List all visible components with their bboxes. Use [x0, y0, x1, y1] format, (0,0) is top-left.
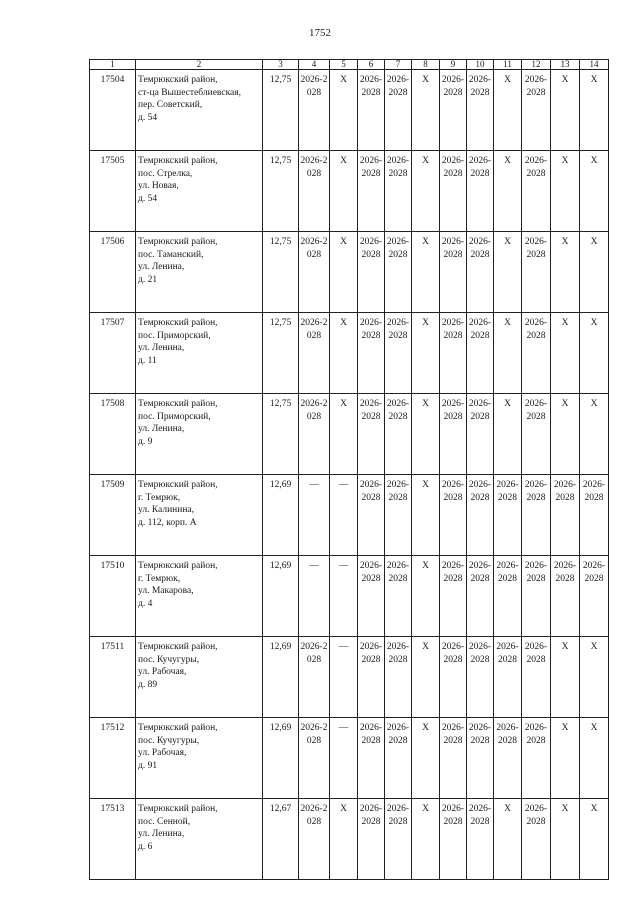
address-cell [136, 313, 263, 394]
schedule-cell: X [412, 313, 440, 394]
address-line: ул. Рабочая, [138, 748, 187, 758]
schedule-cell: 2026-2028 [440, 799, 467, 880]
column-header: 6 [358, 60, 385, 70]
schedule-cell: 2026-2028 [467, 799, 494, 880]
area-value: 12,69 [263, 556, 299, 637]
row-number: 17508 [90, 394, 136, 475]
schedule-cell: X [330, 70, 358, 151]
address-line: д. 112, корп. А [138, 517, 197, 528]
schedule-cell: 2026-2028 [385, 475, 412, 556]
schedule-cell: X [551, 313, 580, 394]
area-value: 12,69 [263, 475, 299, 556]
schedule-cell: 2026-2028 [358, 313, 385, 394]
schedule-cell: X [551, 151, 580, 232]
table-body [90, 60, 609, 880]
address-line: пос. Приморский, [138, 330, 211, 341]
column-header: 11 [494, 60, 522, 70]
schedule-cell: X [494, 394, 522, 475]
schedule-cell: 2026-2028 [358, 151, 385, 232]
address-line: ул. Рабочая, [138, 667, 187, 677]
address-line: ул. Ленина, [138, 262, 185, 272]
schedule-cell: X [551, 637, 580, 718]
schedule-cell: 2026-2028 [467, 313, 494, 394]
schedule-cell: 2026-2028 [522, 313, 551, 394]
table-row [90, 151, 609, 232]
schedule-cell: 2026-2028 [385, 394, 412, 475]
schedule-cell: 2026-2028 [467, 151, 494, 232]
column-header: 8 [412, 60, 440, 70]
row-number: 17509 [90, 475, 136, 556]
column-header: 1 [90, 60, 136, 70]
schedule-cell: X [412, 151, 440, 232]
schedule-cell: 2026-2028 [494, 556, 522, 637]
address-line: пос. Стрелка, [138, 168, 193, 179]
table-row [90, 718, 609, 799]
table-row [90, 70, 609, 151]
schedule-cell: X [330, 799, 358, 880]
schedule-cell: 2026-2028 [385, 637, 412, 718]
address-cell [136, 232, 263, 313]
schedule-cell: 2026-2028 [467, 637, 494, 718]
address-line: ул. Ленина, [138, 343, 185, 353]
schedule-cell: 2026-2028 [440, 394, 467, 475]
schedule-cell: 2026-2028 [440, 556, 467, 637]
schedule-cell: — [330, 718, 358, 799]
column-header: 5 [330, 60, 358, 70]
address-line: д. 89 [138, 679, 158, 690]
schedule-cell: 2026-2028 [580, 556, 609, 637]
row-number: 17511 [90, 637, 136, 718]
address-line: Темрюкский район, [138, 237, 218, 247]
address-line: д. 4 [138, 598, 153, 609]
schedule-cell: X [580, 394, 609, 475]
table-row [90, 313, 609, 394]
column-header: 10 [467, 60, 494, 70]
header-row [90, 60, 609, 70]
schedule-cell: 2026-2028 [467, 232, 494, 313]
address-line: ул. Ленина, [138, 829, 185, 839]
row-number: 17512 [90, 718, 136, 799]
address-line: пос. Кучугуры, [138, 735, 200, 746]
schedule-cell: 2026-2028 [494, 637, 522, 718]
schedule-cell: 2026-2028 [522, 799, 551, 880]
address-line: ст-ца Вышестеблиевская, [138, 87, 241, 98]
address-cell [136, 556, 263, 637]
schedule-cell: X [412, 799, 440, 880]
register-table [89, 59, 609, 880]
schedule-cell: 2026-2028 [358, 70, 385, 151]
area-value: 12,67 [263, 799, 299, 880]
schedule-cell: 2026-2028 [440, 70, 467, 151]
schedule-cell: 2026-2028 [385, 232, 412, 313]
schedule-cell: 2026-2028 [551, 556, 580, 637]
schedule-cell: 2026-2028 [522, 232, 551, 313]
schedule-cell: X [580, 313, 609, 394]
address-line: Темрюкский район, [138, 480, 218, 490]
schedule-cell: 2026-2028 [299, 637, 330, 718]
schedule-cell: X [551, 70, 580, 151]
schedule-cell: 2026-2028 [494, 475, 522, 556]
schedule-cell: 2026-2028 [522, 70, 551, 151]
schedule-cell: X [551, 799, 580, 880]
schedule-cell: 2026-2028 [299, 394, 330, 475]
table-row [90, 232, 609, 313]
column-header: 2 [136, 60, 263, 70]
address-cell [136, 718, 263, 799]
schedule-cell: X [494, 151, 522, 232]
schedule-cell: X [330, 313, 358, 394]
column-header: 13 [551, 60, 580, 70]
schedule-cell: X [580, 637, 609, 718]
schedule-cell: X [494, 799, 522, 880]
schedule-cell: 2026-2028 [385, 313, 412, 394]
schedule-cell: 2026-2028 [385, 70, 412, 151]
schedule-cell: X [494, 313, 522, 394]
address-line: г. Темрюк, [138, 492, 181, 503]
schedule-cell: — [330, 556, 358, 637]
address-line: Темрюкский район, [138, 642, 218, 652]
schedule-cell: 2026-2028 [522, 151, 551, 232]
schedule-cell: — [330, 475, 358, 556]
table-row [90, 394, 609, 475]
area-value: 12,75 [263, 313, 299, 394]
schedule-cell: X [330, 151, 358, 232]
schedule-cell: — [330, 637, 358, 718]
schedule-cell: 2026-2028 [467, 475, 494, 556]
schedule-cell: 2026-2028 [299, 151, 330, 232]
address-line: Темрюкский район, [138, 318, 218, 328]
schedule-cell: 2026-2028 [580, 475, 609, 556]
schedule-cell: X [412, 394, 440, 475]
schedule-cell: 2026-2028 [440, 313, 467, 394]
schedule-cell: X [412, 475, 440, 556]
table-row [90, 637, 609, 718]
row-number: 17510 [90, 556, 136, 637]
schedule-cell: — [299, 475, 330, 556]
column-header: 14 [580, 60, 609, 70]
schedule-cell: 2026-2028 [467, 70, 494, 151]
row-number: 17507 [90, 313, 136, 394]
address-line: пос. Кучугуры, [138, 654, 200, 665]
address-line: пер. Советский, [138, 100, 203, 110]
address-line: д. 54 [138, 112, 158, 123]
schedule-cell: 2026-2028 [358, 475, 385, 556]
address-cell [136, 799, 263, 880]
schedule-cell: 2026-2028 [358, 394, 385, 475]
area-value: 12,69 [263, 637, 299, 718]
row-number: 17513 [90, 799, 136, 880]
address-line: пос. Таманский, [138, 249, 204, 260]
schedule-cell: 2026-2028 [522, 718, 551, 799]
area-value: 12,75 [263, 70, 299, 151]
schedule-cell: X [580, 799, 609, 880]
schedule-cell: X [494, 232, 522, 313]
schedule-cell: 2026-2028 [299, 718, 330, 799]
schedule-cell: 2026-2028 [440, 637, 467, 718]
column-header: 3 [263, 60, 299, 70]
table-row [90, 475, 609, 556]
schedule-cell: X [551, 394, 580, 475]
schedule-cell: X [494, 70, 522, 151]
schedule-cell: 2026-2028 [522, 637, 551, 718]
address-line: ул. Новая, [138, 181, 179, 191]
address-line: Темрюкский район, [138, 75, 218, 85]
column-header: 7 [385, 60, 412, 70]
address-cell [136, 151, 263, 232]
page-number: 1752 [309, 27, 331, 39]
schedule-cell: 2026-2028 [358, 556, 385, 637]
schedule-cell: 2026-2028 [522, 475, 551, 556]
address-line: д. 11 [138, 355, 157, 366]
schedule-cell: X [412, 70, 440, 151]
schedule-cell: 2026-2028 [522, 556, 551, 637]
area-value: 12,75 [263, 232, 299, 313]
schedule-cell: 2026-2028 [385, 151, 412, 232]
address-line: ул. Калинина, [138, 505, 195, 515]
schedule-cell: 2026-2028 [467, 718, 494, 799]
schedule-cell: 2026-2028 [358, 637, 385, 718]
schedule-cell: X [412, 637, 440, 718]
schedule-cell: 2026-2028 [440, 475, 467, 556]
address-line: Темрюкский район, [138, 399, 218, 409]
column-header: 9 [440, 60, 467, 70]
address-line: ул. Макарова, [138, 586, 194, 596]
address-cell [136, 637, 263, 718]
table-row [90, 799, 609, 880]
schedule-cell: 2026-2028 [385, 799, 412, 880]
schedule-cell: 2026-2028 [385, 556, 412, 637]
table-row [90, 556, 609, 637]
area-value: 12,69 [263, 718, 299, 799]
address-line: Темрюкский район, [138, 804, 218, 814]
address-line: г. Темрюк, [138, 573, 181, 584]
address-line: д. 6 [138, 841, 153, 852]
address-line: д. 21 [138, 274, 158, 285]
schedule-cell: X [551, 718, 580, 799]
schedule-cell: X [551, 232, 580, 313]
schedule-cell: 2026-2028 [440, 718, 467, 799]
area-value: 12,75 [263, 151, 299, 232]
schedule-cell: 2026-2028 [551, 475, 580, 556]
address-cell [136, 394, 263, 475]
schedule-cell: X [580, 70, 609, 151]
area-value: 12,75 [263, 394, 299, 475]
address-line: д. 9 [138, 436, 153, 447]
address-line: ул. Ленина, [138, 424, 185, 434]
address-line: д. 91 [138, 760, 158, 771]
address-line: пос. Приморский, [138, 411, 211, 422]
schedule-cell: X [330, 232, 358, 313]
row-number: 17505 [90, 151, 136, 232]
schedule-cell: 2026-2028 [299, 70, 330, 151]
schedule-cell: 2026-2028 [358, 232, 385, 313]
schedule-cell: 2026-2028 [385, 718, 412, 799]
column-header: 12 [522, 60, 551, 70]
row-number: 17506 [90, 232, 136, 313]
address-line: д. 54 [138, 193, 158, 204]
schedule-cell: 2026-2028 [467, 394, 494, 475]
schedule-cell: 2026-2028 [494, 718, 522, 799]
address-line: Темрюкский район, [138, 561, 218, 571]
schedule-cell: X [330, 394, 358, 475]
address-line: Темрюкский район, [138, 723, 218, 733]
schedule-cell: — [299, 556, 330, 637]
address-cell [136, 70, 263, 151]
schedule-cell: X [412, 232, 440, 313]
address-cell [136, 475, 263, 556]
schedule-cell: 2026-2028 [299, 799, 330, 880]
schedule-cell: 2026-2028 [440, 151, 467, 232]
address-line: Темрюкский район, [138, 156, 218, 166]
schedule-cell: 2026-2028 [358, 718, 385, 799]
schedule-cell: 2026-2028 [299, 232, 330, 313]
schedule-cell: X [580, 151, 609, 232]
schedule-cell: X [580, 232, 609, 313]
schedule-cell: 2026-2028 [299, 313, 330, 394]
schedule-cell: 2026-2028 [440, 232, 467, 313]
schedule-cell: X [412, 556, 440, 637]
schedule-cell: X [580, 718, 609, 799]
schedule-cell: 2026-2028 [522, 394, 551, 475]
row-number: 17504 [90, 70, 136, 151]
address-line: пос. Сенной, [138, 816, 191, 827]
schedule-cell: 2026-2028 [467, 556, 494, 637]
schedule-cell: 2026-2028 [358, 799, 385, 880]
column-header: 4 [299, 60, 330, 70]
schedule-cell: X [412, 718, 440, 799]
